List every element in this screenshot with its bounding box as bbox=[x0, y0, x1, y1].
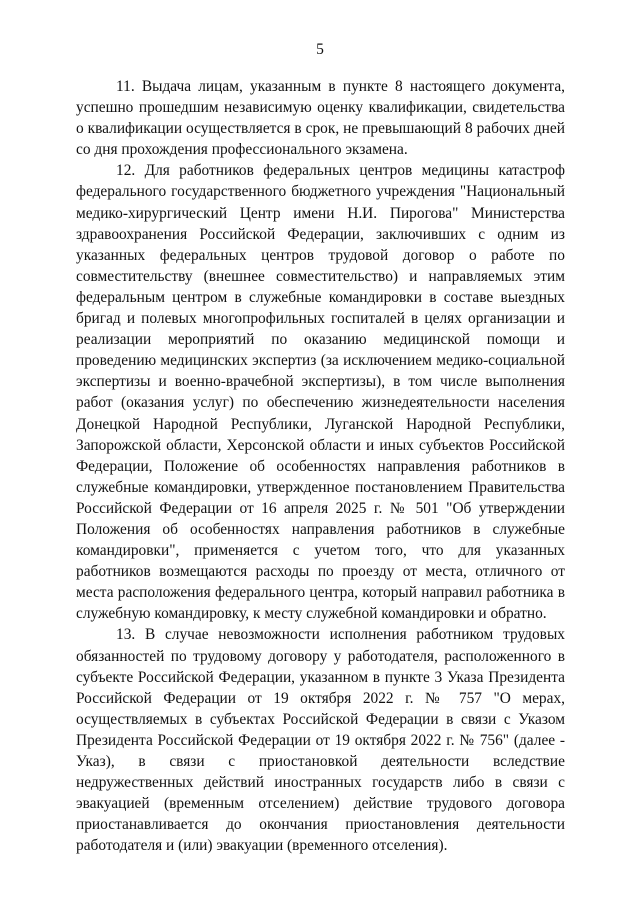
document-body bbox=[76, 76, 565, 856]
paragraph-item-11: 11. Выдача лицам, указанным в пункте 8 настоящего документа, успешно прошедшим независимую оценку квалификации, свидетельства о квалификации осуществляется в срок, не превышающий 8 рабочих дней со дня прохождения профессионального экзамена. bbox=[76, 78, 565, 159]
paragraph-item-13: 13. В случае невозможности исполнения работником трудовых обязанностей по трудовому договору у работодателя, расположенного в субъекте Российской Федерации, указанном в пункте 3 Указа Президента Российской Федерации от 19 октября 2022 г. № 757 "О мерах, осуществляемых в субъектах Российской Федерации в связи с Указом Президента Российской Федерации от 19 октября 2022 г. № 756" (далее - Указ), в связи с приостановкой деятельности вследствие недружественных действий иностранных государств либо в связи с эвакуацией (временным отселением) действие трудового договора приостанавливается до окончания приостановления деятельности работодателя и (или) эвакуации (временного отселения). bbox=[76, 626, 565, 855]
paragraph-item-12: 12. Для работников федеральных центров медицины катастроф федерального государственного бюджетного учреждения "Национальный медико-хирургический Центр имени Н.И. Пирогова" Министерства здравоохранения Российской Федерации, заключивших с одним из указанных федеральных центров трудовой договор о работе по совместительству (внешнее совместительство) и направляемых этим федеральным центром в служебные командировки в составе выездных бригад и полевых многопрофильных госпиталей в целях организации и реализации мероприятий по оказанию медицинской помощи и проведению медицинских экспертиз (за исключением медико-социальной экспертизы и военно-врачебной экспертизы), в том числе выполнения работ (оказания услуг) по обеспечению жизнедеятельности населения Донецкой Народной Республики, Луганской Народной Республики, Запорожской области, Херсонской области и иных субъектов Российской Федерации, Положение об особенностях направления работников в служебные командировки, утвержденное постановлением Правительства Российской Федерации от 16 апреля 2025 г. № 501 "Об утверждении Положения об особенностях направления работников в служебные командировки", применяется с учетом того, что для указанных работников возмещаются расходы по проезду от места, отличного от места расположения федерального центра, который направил работника в служебную командировку, к месту служебной командировки и обратно. bbox=[76, 162, 565, 623]
page-number: 5 bbox=[316, 41, 324, 58]
